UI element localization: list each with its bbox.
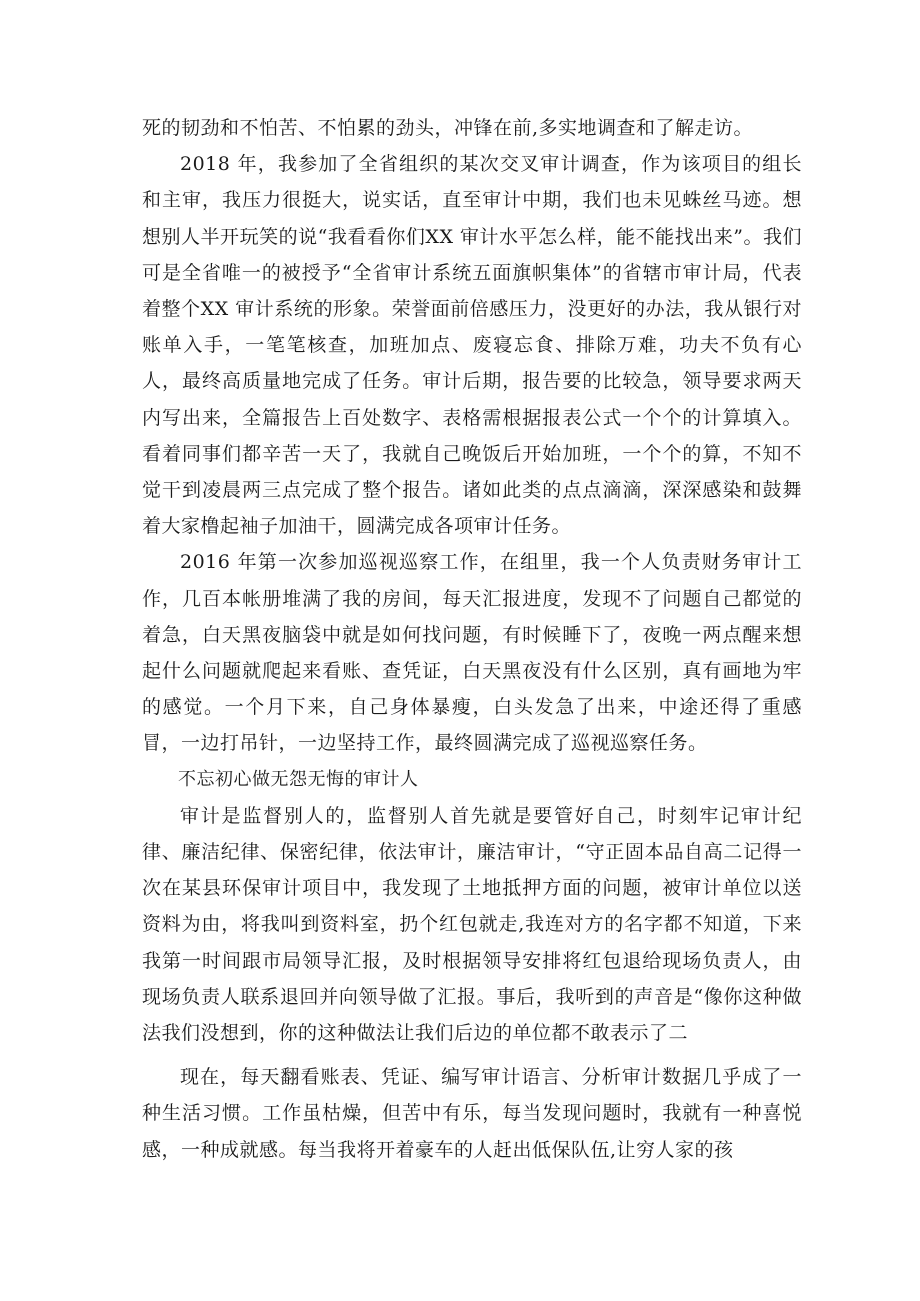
paragraph-daily-work: 现在，每天翻看账表、凭证、编写审计语言、分析审计数据几乎成了一种生活习惯。工作虽枯燥，但苦中有乐，每当发现问题时，我就有一种喜悦感，一种成就感。每当我将开着豪车的人赶出低保队伍,让穷人家的孩 [142,1066,802,1161]
paragraph-integrity: 审计是监督别人的，监督别人首先就是要管好自己，时刻牢记审计纪律、廉洁纪律、保密纪律，依法审计，廉洁审计，“守正固本品自高二记得一次在某县环保审计项目中，我发现了土地抵押方面的问题，被审计单位以送资料为由，将我叫到资料室，扔个红包就走,我连对方的名字都不知道，下来我第一时间跟市局领导汇报，及时根据领导安排将红包退给现场负责人，由现场负责人联系退回并向领导做了汇报。事后，我听到的声音是“像你这种做法我们没想到，你的这种做法让我们后边的单位都不敢表示了二 [142,804,802,1045]
document-body [142,110,802,1168]
paragraph-gap [142,1051,802,1059]
section-heading: 不忘初心做无怨无悔的审计人 [178,768,419,790]
paragraph-cross-audit-2018: 2018 年，我参加了全省组织的某次交叉审计调查，作为该项目的组长和主审，我压力很挺大，说实话，直至审计中期，我们也未见蛛丝马迹。想想别人半开玩笑的说“我看看你们XX 审计水平怎么样，能不能找出来”。我们可是全省唯一的被授予“全省审计系统五面旗帜集体”的省辖市审计局，代表着整个XX 审计系统的形象。荣誉面前倍感压力，没更好的办法，我从银行对账单入手，一笔笔核查，加班加点、废寝忘食、排除万难，功夫不负有心人，最终高质量地完成了任务。审计后期，报告要的比较急，领导要求两天内写出来，全篇报告上百处数字、表格需根据报表公式一个个的计算填入。看着同事们都辛苦一天了，我就自己晚饭后开始加班，一个个的算，不知不觉干到凌晨两三点完成了整个报告。诸如此类的点点滴滴，深深感染和鼓舞着大家橹起袖子加油干，圆满完成各项审计任务。 [142,153,802,538]
paragraph-inspection-2016: 2016 年第一次参加巡视巡察工作，在组里，我一个人负责财务审计工作，几百本帐册堆满了我的房间，每天汇报进度，发现不了问题自己都觉的着急，白天黑夜脑袋中就是如何找问题，有时候睡下了，夜晚一两点醒来想起什么问题就爬起来看账、查凭证，白天黑夜没有什么区别，真有画地为牢的感觉。一个月下来，自己身体暴瘦，白头发急了出来，中途还得了重感冒，一边打吊针，一边坚持工作，最终圆满完成了巡视巡察任务。 [142,551,802,755]
paragraph-continuation: 死的韧劲和不怕苦、不怕累的劲头，冲锋在前,多实地调查和了解走访。 [142,117,754,139]
